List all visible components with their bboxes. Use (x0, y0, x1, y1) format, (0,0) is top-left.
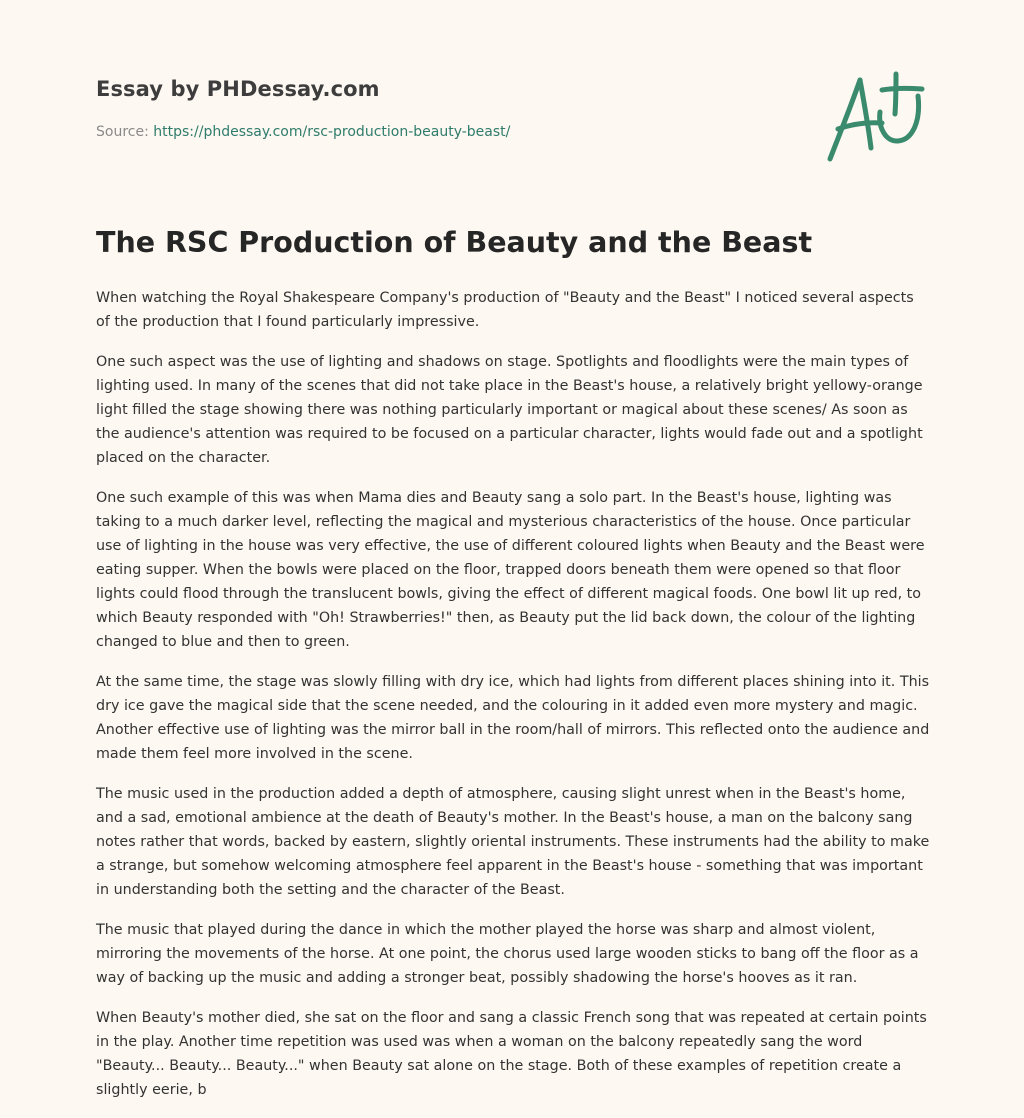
essay-body (96, 286, 932, 1118)
site-brand: Essay by PHDessay.com (96, 77, 380, 101)
essay-title: The RSC Production of Beauty and the Beast (96, 226, 813, 259)
essay-paragraph: At the same time, the stage was slowly filling with dry ice, which had lights from different places shining into it. This dry ice gave the magical side that the scene needed, and the colouring in it added even more mystery and magic. Another effective use of lighting was the mirror ball in the room/hall of mirrors. This reflected onto the audience and made them feel more involved in the scene. (96, 674, 930, 762)
essay-paragraph: The music used in the production added a depth of atmosphere, causing slight unrest when in the Beast's home, and a sad, emotional ambience at the death of Beauty's mother. In the Beast's house, a man on the balcony sang notes rather that words, backed by eastern, slightly oriental instruments. These instruments had the ability to make a strange, but somehow welcoming atmosphere feel apparent in the Beast's house - something that was important in understanding both the setting and the character of the Beast. (96, 786, 930, 898)
source-label: Source: (96, 124, 154, 140)
essay-paragraph: When Beauty's mother died, she sat on the floor and sang a classic French song that was repeated at certain points in the play. Another time repetition was used was when a woman on the balcony repeatedly sang the word "Beauty... Beauty... Beauty..." when Beauty sat alone on the stage. Both of these examples of repetition create a slightly eerie, b (96, 1010, 927, 1098)
source-line (96, 124, 510, 140)
essay-paragraph: The music that played during the dance in which the mother played the horse was sharp and almost violent, mirroring the movements of the horse. At one point, the chorus used large wooden sticks to bang off the floor as a way of backing up the music and adding a stronger beat, possibly shadowing the horse's hooves as it ran. (96, 922, 919, 986)
a-plus-icon (822, 66, 932, 166)
essay-paragraph: One such example of this was when Mama dies and Beauty sang a solo part. In the Beast's house, lighting was taking to a much darker level, reflecting the magical and mysterious characteristics of the house. Once particular use of lighting in the house was very effective, the use of different coloured lights when Beauty and the Beast were eating supper. When the bowls were placed on the floor, trapped doors beneath them were opened so that floor lights could flood through the translucent bowls, giving the effect of different magical foods. One bowl lit up red, to which Beauty responded with "Oh! Strawberries!" then, as Beauty put the lid back down, the colour of the lighting changed to blue and then to green. (96, 490, 925, 650)
source-link[interactable]: https://phdessay.com/rsc-production-beauty-beast/ (153, 124, 511, 140)
essay-paragraph: When watching the Royal Shakespeare Company's production of "Beauty and the Beast" I noticed several aspects of the production that I found particularly impressive. (96, 290, 914, 330)
essay-paragraph: One such aspect was the use of lighting and shadows on stage. Spotlights and floodlights were the main types of lighting used. In many of the scenes that did not take place in the Beast's house, a relatively bright yellowy-orange light filled the stage showing there was nothing particularly important or magical about these scenes/ As soon as the audience's attention was required to be focused on a particular character, lights would fade out and a spotlight placed on the character. (96, 354, 923, 466)
